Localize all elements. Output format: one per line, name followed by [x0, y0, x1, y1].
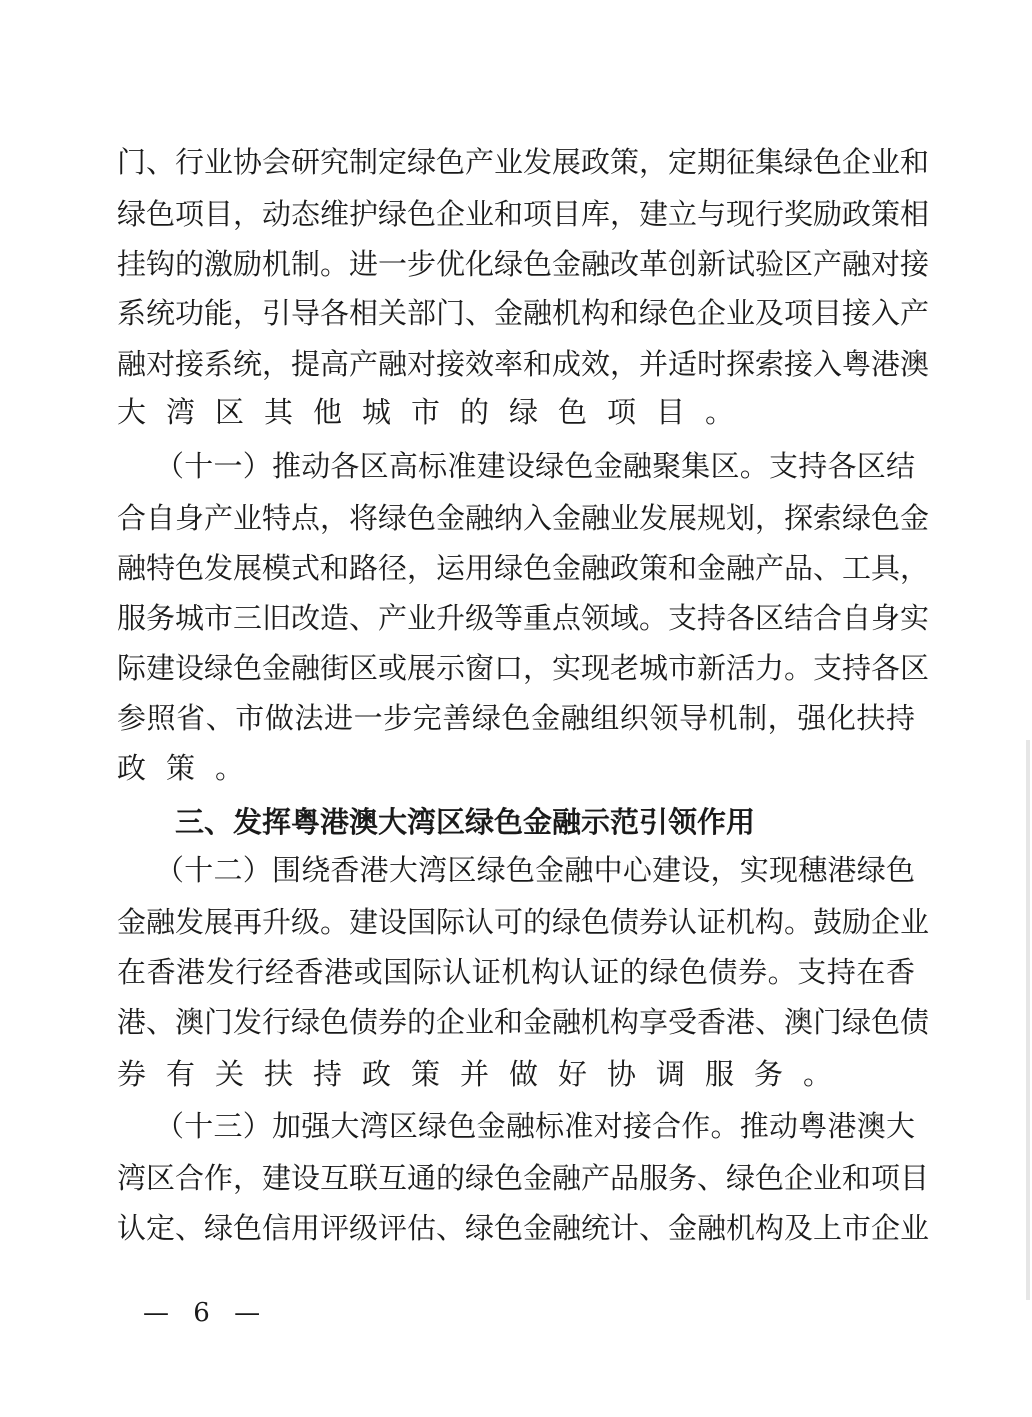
paragraph-line: 门、行业协会研究制定绿色产业发展政策，定期征集绿色企业和 — [117, 145, 930, 179]
paragraph-line: 金融发展再升级。建设国际认可的绿色债券认证机构。鼓励企业 — [117, 905, 930, 939]
paragraph-line: 融特色发展模式和路径，运用绿色金融政策和金融产品、工具， — [117, 551, 930, 585]
paragraph-line: 认定、绿色信用评级评估、绿色金融统计、金融机构及上市企业 — [117, 1211, 930, 1245]
paragraph-line: （十二）围绕香港大湾区绿色金融中心建设，实现穗港绿色 — [155, 853, 915, 887]
paragraph-line: 系统功能，引导各相关部门、金融机构和绿色企业及项目接入产 — [117, 296, 930, 330]
page-number: — 6 — — [143, 1298, 269, 1328]
section-heading: 三、发挥粤港澳大湾区绿色金融示范引领作用 — [175, 805, 756, 839]
paragraph-line: 服务城市三旧改造、产业升级等重点领域。支持各区结合自身实 — [117, 601, 930, 635]
paragraph-line: 合自身产业特点，将绿色金融纳入金融业发展规划，探索绿色金 — [117, 501, 930, 535]
paragraph-line: 政策。 — [117, 751, 265, 785]
paragraph-line: 绿色项目，动态维护绿色企业和项目库，建立与现行奖励政策相 — [117, 197, 930, 231]
paragraph-line: 际建设绿色金融街区或展示窗口，实现老城市新活力。支持各区 — [117, 651, 930, 685]
paragraph-line: （十一）推动各区高标准建设绿色金融聚集区。支持各区结 — [155, 449, 915, 483]
paragraph-line: 大湾区其他城市的绿色项目。 — [117, 395, 755, 429]
paragraph-line: 港、澳门发行绿色债券的企业和金融机构享受香港、澳门绿色债 — [117, 1005, 930, 1039]
paragraph-line: 参照省、市做法进一步完善绿色金融组织领导机制，强化扶持 — [117, 701, 915, 735]
paragraph-line: 挂钩的激励机制。进一步优化绿色金融改革创新试验区产融对接 — [117, 247, 930, 281]
paragraph-line: 湾区合作，建设互联互通的绿色金融产品服务、绿色企业和项目 — [117, 1161, 930, 1195]
paragraph-line: 券有关扶持政策并做好协调服务。 — [117, 1057, 853, 1091]
paragraph-line: 在香港发行经香港或国际认证机构认证的绿色债券。支持在香 — [117, 955, 915, 989]
paragraph-line: 融对接系统，提高产融对接效率和成效，并适时探索接入粤港澳 — [117, 347, 930, 381]
paragraph-line: （十三）加强大湾区绿色金融标准对接合作。推动粤港澳大 — [155, 1109, 915, 1143]
page-edge-shadow — [1026, 740, 1030, 1300]
